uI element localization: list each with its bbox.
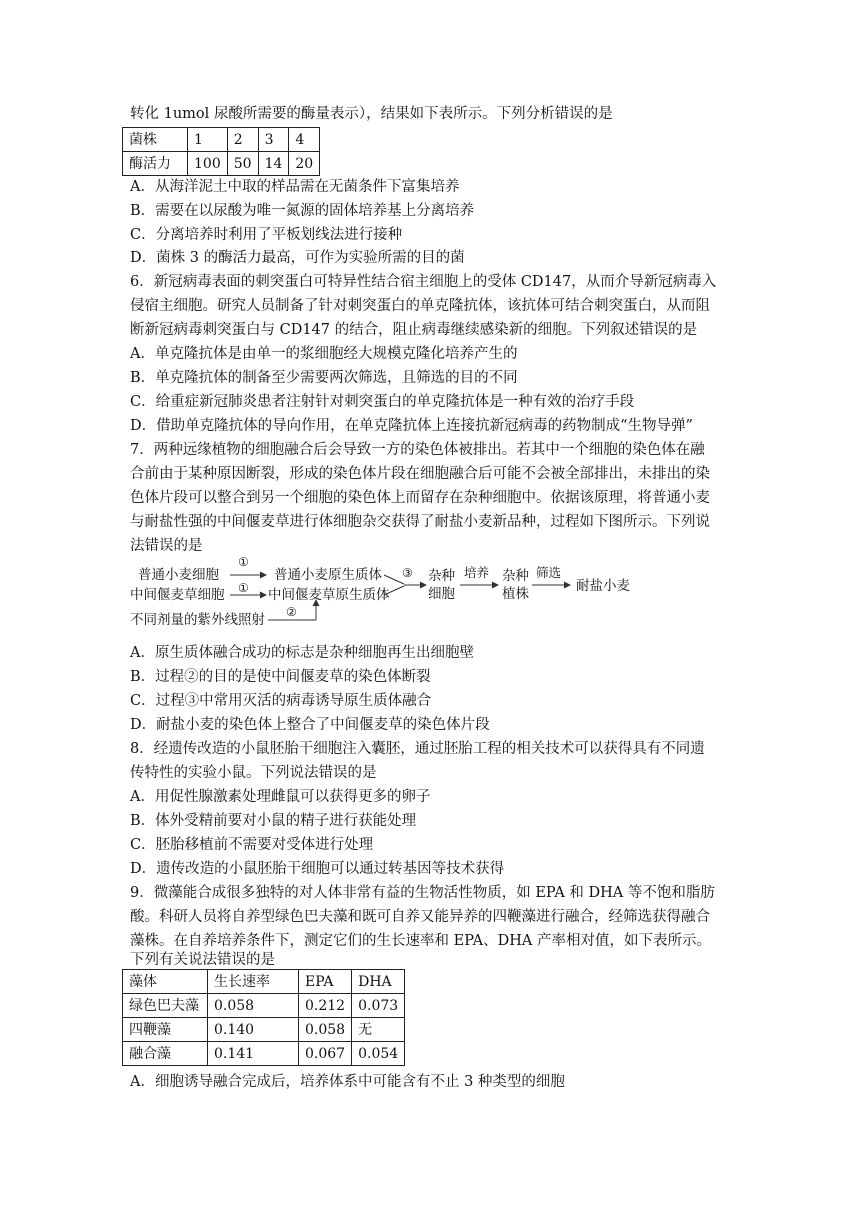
option-line: A．单克隆抗体是由单一的浆细胞经大规模克隆化培养产生的 bbox=[130, 346, 518, 362]
process-label: 培养 bbox=[464, 565, 490, 580]
table-cell: 20 bbox=[289, 152, 320, 176]
table-cell: 0.054 bbox=[352, 1042, 405, 1066]
question-line: 7．两种远缘植物的细胞融合后会导致一方的染色体被排出。若其中一个细胞的染色体在融 bbox=[130, 442, 705, 458]
table-cell: 酶活力 bbox=[123, 152, 188, 176]
table-cell: 4 bbox=[289, 128, 320, 152]
option-line: B．体外受精前要对小鼠的精子进行获能处理 bbox=[130, 813, 417, 829]
hybrid-cell-label: 杂种 bbox=[428, 568, 455, 584]
table-row bbox=[123, 1042, 405, 1066]
table-cell: 藻体 bbox=[123, 970, 208, 994]
hybridization-flow-diagram bbox=[130, 555, 650, 630]
step-label: ① bbox=[238, 581, 249, 595]
question-line: 下列有关说法错误的是 bbox=[130, 952, 275, 968]
option-line: D．借助单克隆抗体的导向作用，在单克隆抗体上连接抗新冠病毒的药物制成“生物导弹” bbox=[130, 418, 693, 434]
option-line: A．用促性腺激素处理雌鼠可以获得更多的卵子 bbox=[130, 789, 431, 805]
question-line: 6．新冠病毒表面的刺突蛋白可特异性结合宿主细胞上的受体 CD147，从而介导新冠病毒入 bbox=[130, 274, 717, 290]
table-cell: 3 bbox=[258, 128, 289, 152]
uv-label: 不同剂量的紫外线照射 bbox=[130, 612, 265, 628]
option-line: A．原生质体融合成功的标志是杂种细胞再生出细胞壁 bbox=[130, 645, 474, 661]
option-line: C．分离培养时利用了平板划线法进行接种 bbox=[130, 227, 403, 243]
table-cell: 1 bbox=[188, 128, 228, 152]
table-cell: 生长速率 bbox=[208, 970, 299, 994]
text-line: 转化 1umol 尿酸所需要的酶量表示），结果如下表所示。下列分析错误的是 bbox=[130, 106, 613, 122]
hybrid-plant-label: 植株 bbox=[502, 586, 529, 602]
table-cell: 0.067 bbox=[299, 1042, 352, 1066]
table-cell: 50 bbox=[227, 152, 258, 176]
table-cell: EPA bbox=[299, 970, 352, 994]
option-line: B．单克隆抗体的制备至少需要两次筛选，且筛选的目的不同 bbox=[130, 370, 518, 386]
table-row bbox=[123, 152, 320, 176]
table-cell: 0.141 bbox=[208, 1042, 299, 1066]
question-line: 藻株。在自养培养条件下，测定它们的生长速率和 EPA、DHA 产率相对值，如下表所示。 bbox=[130, 933, 711, 949]
question-line: 酸。科研人员将自养型绿色巴夫藻和既可自养又能异养的四鞭藻进行融合，经筛选获得融合 bbox=[130, 909, 710, 925]
hybrid-cell-label: 细胞 bbox=[428, 586, 455, 602]
result-label: 耐盐小麦 bbox=[576, 578, 630, 594]
question-line: 8．经遗传改造的小鼠胚胎干细胞注入囊胚，通过胚胎工程的相关技术可以获得具有不同遗 bbox=[130, 741, 705, 757]
question-line: 侵宿主细胞。研究人员制备了针对刺突蛋白的单克隆抗体，该抗体可结合刺突蛋白，从而阻 bbox=[130, 298, 710, 314]
option-line: A．细胞诱导融合完成后，培养体系中可能含有不止 3 种类型的细胞 bbox=[130, 1074, 565, 1090]
step-label: ③ bbox=[402, 566, 413, 580]
table-cell: 0.073 bbox=[352, 994, 405, 1018]
step-label: ② bbox=[286, 605, 297, 619]
protoplast-label: 普通小麦原生质体 bbox=[274, 567, 382, 583]
table-cell: 0.140 bbox=[208, 1018, 299, 1042]
strain-enzyme-table bbox=[122, 127, 320, 176]
option-line: C．胚胎移植前不需要对受体进行处理 bbox=[130, 837, 374, 853]
table-cell: 四鞭藻 bbox=[123, 1018, 208, 1042]
table-row bbox=[123, 994, 405, 1018]
table-cell: 无 bbox=[352, 1018, 405, 1042]
table-cell: 0.058 bbox=[208, 994, 299, 1018]
table-cell: 0.058 bbox=[299, 1018, 352, 1042]
table-cell: DHA bbox=[352, 970, 405, 994]
option-line: C．给重症新冠肺炎患者注射针对刺突蛋白的单克隆抗体是一种有效的治疗手段 bbox=[130, 394, 635, 410]
question-line: 传特性的实验小鼠。下列说法错误的是 bbox=[130, 765, 377, 781]
option-line: D．菌株 3 的酶活力最高，可作为实验所需的目的菌 bbox=[130, 250, 465, 266]
cell-label: 普通小麦细胞 bbox=[138, 567, 219, 583]
step-label: ① bbox=[238, 555, 249, 569]
option-line: D．耐盐小麦的染色体上整合了中间偃麦草的染色体片段 bbox=[130, 717, 490, 733]
table-cell: 100 bbox=[188, 152, 228, 176]
table-row bbox=[123, 1018, 405, 1042]
question-line: 色体片段可以整合到另一个细胞的染色体上而留存在杂种细胞中。依据该原理，将普通小麦 bbox=[130, 490, 710, 506]
table-cell: 绿色巴夫藻 bbox=[123, 994, 208, 1018]
question-line: 9．微藻能合成很多独特的对人体非常有益的生物活性物质，如 EPA 和 DHA 等不饱和脂肪 bbox=[130, 885, 715, 901]
algae-table bbox=[122, 969, 405, 1066]
hybrid-plant-label: 杂种 bbox=[502, 568, 529, 584]
question-line: 合前由于某种原因断裂，形成的染色体片段在细胞融合后可能不会被全部排出，未排出的染 bbox=[130, 466, 710, 482]
question-line: 断新冠病毒刺突蛋白与 CD147 的结合，阻止病毒继续感染新的细胞。下列叙述错误的是 bbox=[130, 322, 698, 338]
table-cell: 2 bbox=[227, 128, 258, 152]
table-cell: 菌株 bbox=[123, 128, 188, 152]
option-line: A．从海洋泥土中取的样品需在无菌条件下富集培养 bbox=[130, 179, 460, 195]
table-row bbox=[123, 128, 320, 152]
process-label: 筛选 bbox=[536, 565, 562, 580]
table-cell: 融合藻 bbox=[123, 1042, 208, 1066]
question-line: 与耐盐性强的中间偃麦草进行体细胞杂交获得了耐盐小麦新品种，过程如下图所示。下列说 bbox=[130, 514, 710, 530]
option-line: B．过程②的目的是使中间偃麦草的染色体断裂 bbox=[130, 669, 431, 685]
table-cell: 0.212 bbox=[299, 994, 352, 1018]
table-cell: 14 bbox=[258, 152, 289, 176]
question-line: 法错误的是 bbox=[130, 538, 203, 554]
option-line: B．需要在以尿酸为唯一氮源的固体培养基上分离培养 bbox=[130, 203, 475, 219]
cell-label: 中间偃麦草细胞 bbox=[130, 587, 225, 603]
protoplast-label: 中间偃麦草原生质体 bbox=[268, 587, 390, 603]
option-line: D．遗传改造的小鼠胚胎干细胞可以通过转基因等技术获得 bbox=[130, 861, 505, 877]
option-line: C．过程③中常用灭活的病毒诱导原生质体融合 bbox=[130, 693, 432, 709]
table-row bbox=[123, 970, 405, 994]
